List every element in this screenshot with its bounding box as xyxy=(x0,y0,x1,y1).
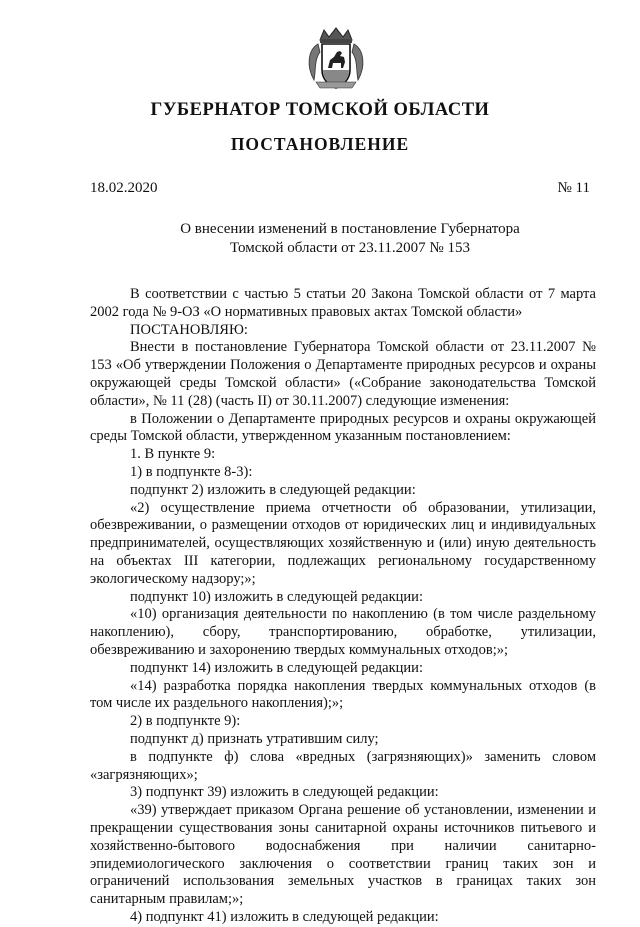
subject-line: Томской области от 23.11.2007 № 153 xyxy=(230,239,470,256)
document-number: № 11 xyxy=(557,180,590,196)
paragraph: подпункт 14) изложить в следующей редакции: xyxy=(130,659,423,676)
paragraph: в Положении о Департаменте природных ресурсов и охраны окружающей среды Томской области, утвержденном указанным постановлением: xyxy=(90,410,596,445)
paragraph: 2) в подпункте 9): xyxy=(130,713,241,730)
paragraph: 3) подпункт 39) изложить в следующей редакции: xyxy=(130,784,439,801)
paragraph: В соответствии с частью 5 статьи 20 Закона Томской области от 7 марта 2002 года № 9-ОЗ «О нормативных правовых актах Томской области» xyxy=(90,286,596,320)
issuer-title: ГУБЕРНАТОР ТОМСКОЙ ОБЛАСТИ xyxy=(150,100,490,120)
paragraph: ПОСТАНОВЛЯЮ: xyxy=(130,321,248,338)
paragraph: «39) утверждает приказом Органа решение об установлении, изменении и прекращении существования зоны санитарной охраны источников питьевого и хозяйственно-бытового водоснабжения при наличии санитарно-эпидемиологического заключения о соответствии границ таких зон и ограничений использования земельных участков в границах таких зон санитарным правилам;»; xyxy=(90,802,596,908)
document-date: 18.02.2020 xyxy=(90,180,158,196)
paragraph: 1) в подпункте 8-3): xyxy=(130,463,253,480)
paragraph: Внести в постановление Губернатора Томской области от 23.11.2007 № 153 «Об утверждении Положения о Департаменте природных ресурсов и охраны окружающей среды Томской области» («Собрание законодательства Томской области», № 11 (28) (часть II) от 30.11.2007) следующие изменения: xyxy=(90,339,596,409)
paragraph: «14) разработка порядка накопления твердых коммунальных отходов (в том числе их раздельного накопления);»; xyxy=(90,677,596,712)
subject-line: О внесении изменений в постановление Губернатора xyxy=(180,221,520,237)
paragraph: «2) осуществление приема отчетности об образовании, утилизации, обезвреживании, о размещении отходов от юридических лиц и индивидуальных предпринимателей, осуществляющих хозяйственную и (или) иную деятельность на объектах III категории, подлежащих региональному государственному экологическому надзору;»; xyxy=(90,499,596,587)
coat-of-arms-icon xyxy=(302,26,370,92)
document-type: ПОСТАНОВЛЕНИЕ xyxy=(230,134,410,154)
document-subject xyxy=(150,220,550,257)
document-body xyxy=(90,286,596,927)
paragraph: 1. В пункте 9: xyxy=(130,446,216,463)
paragraph: «10) организация деятельности по накоплению (в том числе раздельному накоплению), сбору, транспортированию, обработке, утилизации, обезвреживанию и захоронению твердых коммунальных отходов;»; xyxy=(90,606,596,658)
paragraph: подпункт 10) изложить в следующей редакции: xyxy=(130,588,423,605)
paragraph: 4) подпункт 41) изложить в следующей редакции: xyxy=(130,908,439,925)
paragraph: в подпункте ф) слова «вредных (загрязняющих)» заменить словом «загрязняющих»; xyxy=(90,748,596,783)
paragraph: подпункт 2) изложить в следующей редакции: xyxy=(130,481,416,498)
paragraph: подпункт д) признать утратившим силу; xyxy=(130,730,379,747)
